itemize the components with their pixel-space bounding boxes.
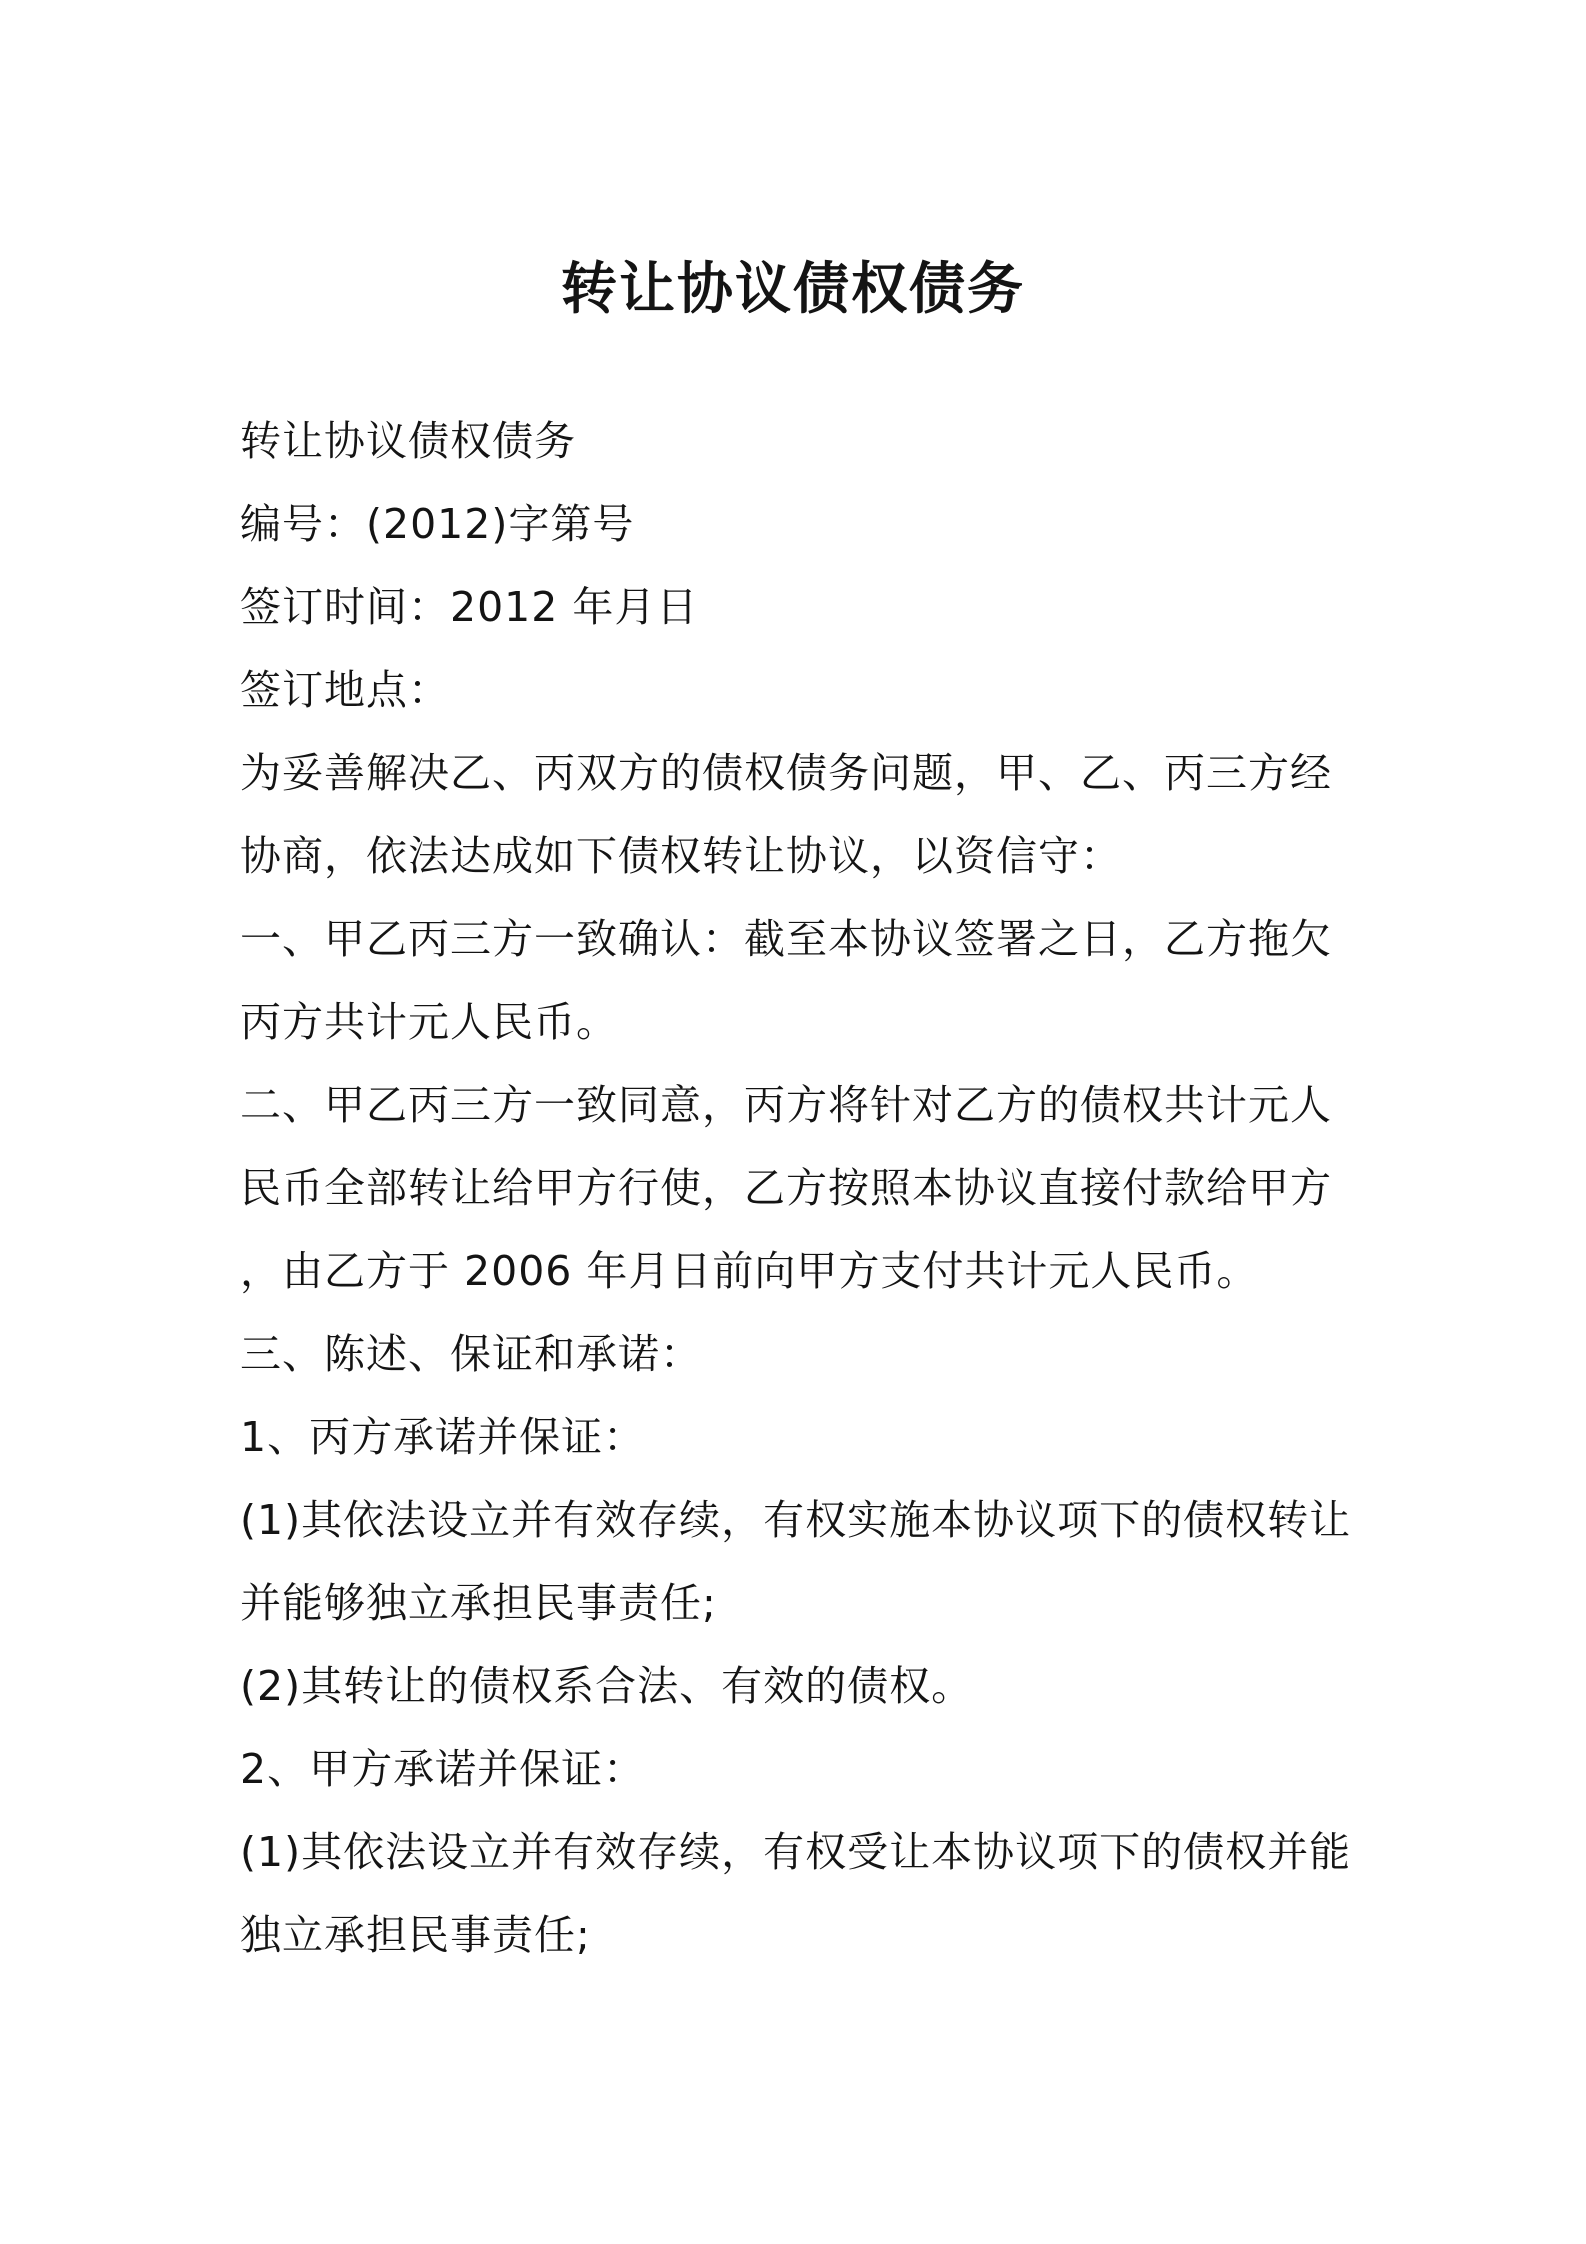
document-body — [240, 400, 1360, 1977]
document-title: 转让协议债权债务 — [561, 257, 1025, 322]
body-line-clause-1b: 丙方共计元人民币。 — [240, 998, 618, 1046]
body-line-sign-place: 签订地点： — [240, 666, 450, 714]
body-line-sign-date: 签订时间：2012 年月日 — [240, 583, 699, 631]
body-line-clause-3: 三、陈述、保证和承诺： — [240, 1330, 702, 1378]
body-line-clause-1a: 一、甲乙丙三方一致确认：截至本协议签署之日，乙方拖欠 — [240, 915, 1332, 963]
body-line-clause-2c: ，由乙方于 2006 年月日前向甲方支付共计元人民币。 — [240, 1247, 1259, 1295]
body-line-clause-3-1-1a: (1)其依法设立并有效存续，有权实施本协议项下的债权转让 — [240, 1496, 1352, 1544]
body-line-clause-3-2-1a: (1)其依法设立并有效存续，有权受让本协议项下的债权并能 — [240, 1828, 1352, 1876]
body-line-subtitle: 转让协议债权债务 — [240, 417, 576, 465]
body-line-clause-3-2-1b: 独立承担民事责任; — [240, 1911, 591, 1959]
body-line-clause-3-1-2: (2)其转让的债权系合法、有效的债权。 — [240, 1662, 974, 1710]
body-line-clause-2a: 二、甲乙丙三方一致同意，丙方将针对乙方的债权共计元人 — [240, 1081, 1332, 1129]
body-line-clause-3-1-1b: 并能够独立承担民事责任; — [240, 1579, 717, 1627]
body-line-clause-3-1: 1、丙方承诺并保证： — [240, 1413, 646, 1461]
body-line-preamble-1: 为妥善解决乙、丙双方的债权债务问题，甲、乙、丙三方经 — [240, 749, 1332, 797]
body-line-number: 编号：(2012)字第号 — [240, 500, 635, 548]
body-line-clause-2b: 民币全部转让给甲方行使，乙方按照本协议直接付款给甲方 — [240, 1164, 1332, 1212]
body-line-preamble-2: 协商，依法达成如下债权转让协议，以资信守： — [240, 832, 1122, 880]
body-line-clause-3-2: 2、甲方承诺并保证： — [240, 1745, 646, 1793]
